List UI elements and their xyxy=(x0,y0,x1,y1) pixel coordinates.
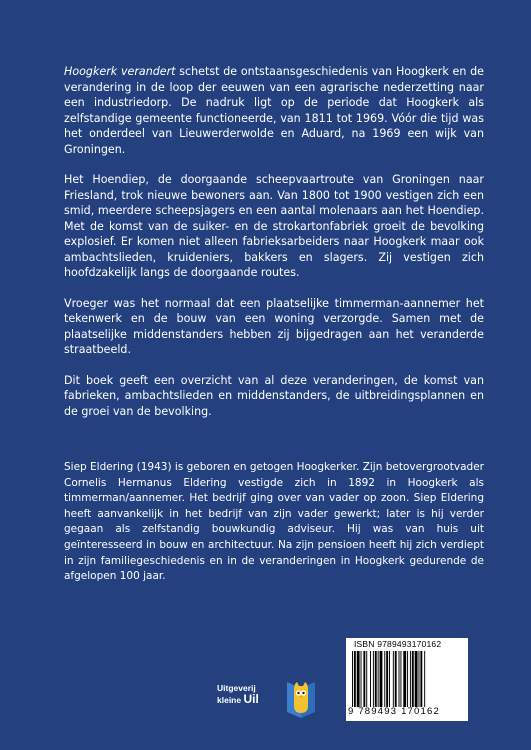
barcode-bars xyxy=(352,651,462,707)
barcode-bar xyxy=(412,651,414,707)
publisher-line-2b: Uil xyxy=(243,692,259,706)
barcode-bar xyxy=(424,651,425,707)
book-title-inline: Hoogkerk verandert xyxy=(64,65,176,78)
barcode-bar xyxy=(373,651,374,707)
barcode-bar xyxy=(366,651,367,707)
blurb-paragraph-1 xyxy=(64,64,484,157)
author-bio-text: Siep Eldering (1943) is geboren en getogen Hoogkerker. Zijn betovergrootvader Cornelis Hermanus Eldering vestigde zich in 1892 in Hoogkerk als timmerman/aannemer. Het bedrijf ging over van vader op zoon. Siep Eldering heeft aanvankelijk in het bedrijf van zijn vader gewerkt; later is hij verder gegaan als zelfstandig bouwkundig adviseur. Hij was van huis uit geïnteresseerd in bouw en architectuur. Na zijn pensioen heeft hij zich verdiept in zijn familiegeschiedenis en in de veranderingen in Hoogkerk gedurende de afgelopen 100 jaar. xyxy=(64,461,484,583)
publisher-name xyxy=(217,683,259,706)
barcode-bar xyxy=(380,651,383,707)
barcode-bar xyxy=(384,651,385,707)
blurb-paragraph-3: Vroeger was het normaal dat een plaatselijke timmerman-aannemer het tekenwerk en de bouw van een woning verzorgde. Samen met de plaatselijke middenstanders hebben zij bijgedragen aan het veranderde straatbeeld. xyxy=(64,296,484,356)
publisher-line-1: Uitgeverij xyxy=(217,683,256,693)
author-bio xyxy=(64,460,484,585)
isbn-digits: 9 789493 170162 xyxy=(348,706,440,717)
barcode-bar xyxy=(400,651,401,707)
blurb-paragraph-1-text: schetst de ontstaansgeschiedenis van Hoogkerk en de verandering in de loop der eeuwen van een agrarische nederzetting naar een industriedorp. De nadruk ligt op de periode dat Hoogkerk als zelfstandige gemeente functioneerde, van 1811 tot 1969. Vóór die tijd was het onderdeel van Lieuwerderwolde en Aduard, na 1969 een wijk van Groningen. xyxy=(64,65,484,156)
isbn-label: ISBN 9789493170162 xyxy=(354,639,442,649)
blurb-paragraph-4: Dit boek geeft een overzicht van al deze veranderingen, de komst van fabrieken, ambachtslieden en middenstanders, de uitbreidingsplannen en de groei van de bevolking. xyxy=(64,373,484,418)
barcode-bar xyxy=(370,651,371,707)
barcode-bar xyxy=(403,651,406,707)
barcode-bar xyxy=(389,651,390,707)
barcode-bar xyxy=(395,651,397,707)
barcode-bar xyxy=(363,651,365,707)
barcode-bar xyxy=(407,651,408,707)
barcode-bar xyxy=(352,651,353,707)
publisher-logo xyxy=(217,674,327,722)
barcode-bar xyxy=(399,651,400,707)
barcode-bar xyxy=(415,651,418,707)
owl-logo-icon xyxy=(281,674,321,720)
barcode-bar xyxy=(361,651,362,707)
barcode-bar xyxy=(393,651,394,707)
barcode-bar xyxy=(386,651,388,707)
barcode-bar xyxy=(410,651,411,707)
barcode-bar xyxy=(375,651,377,707)
barcode-bar xyxy=(378,651,379,707)
barcode-bar xyxy=(354,651,356,707)
isbn-barcode xyxy=(346,638,468,721)
publisher-line-2a: kleine xyxy=(217,695,244,705)
blurb xyxy=(64,64,484,434)
blurb-paragraph-2: Het Hoendiep, de doorgaande scheepvaartroute van Groningen naar Friesland, trok nieuwe bewoners aan. Van 1800 tot 1900 vestigen zich een smid, meerdere scheepsjagers en een aantal molenaars aan het Hoendiep. Met de komst van de suiker- en de strokartonfabriek groeit de bevolking explosief. Er komen niet alleen fabrieksarbeiders naar Hoogkerk maar ook ambachtslieden, kruideniers, bakkers en slagers. Zij vestigen zich hoofdzakelijk langs de doorgaande routes. xyxy=(64,173,484,279)
barcode-bar xyxy=(419,651,420,707)
barcode-bar xyxy=(420,651,422,707)
barcode-bar xyxy=(357,651,360,707)
